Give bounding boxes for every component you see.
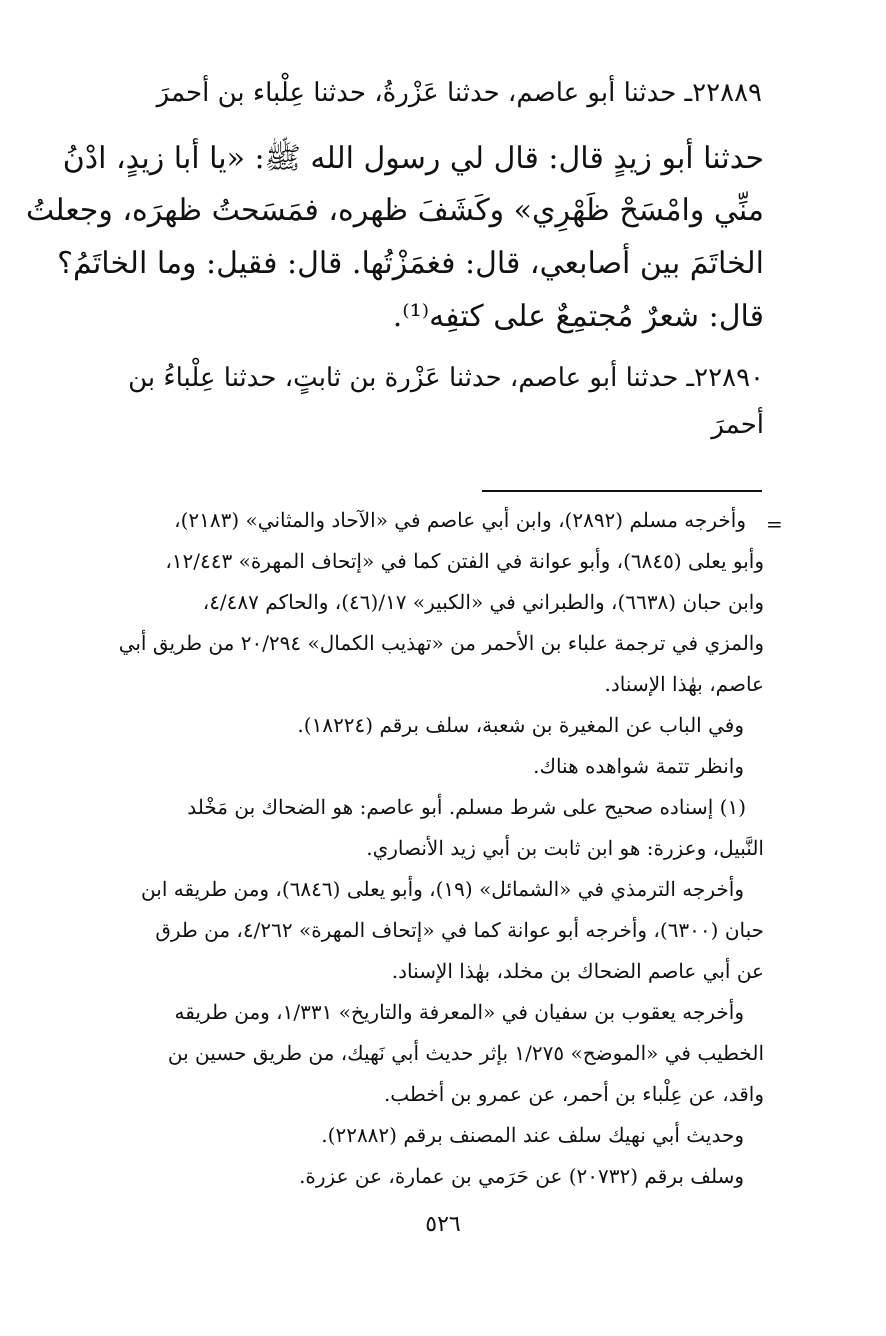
footnote-line: وأخرجه يعقوب بن سفيان في «المعرفة والتاريخ» ١/٣٣١، ومن طريقه — [174, 1000, 744, 1024]
footnote-line: وأخرجه مسلم (٢٨٩٢)، وابن أبي عاصم في «الآحاد والمثاني» (٢١٨٣)، — [174, 508, 746, 532]
page-number: ٥٢٦ — [425, 1212, 461, 1237]
hadith-22889-line-5: قال: شعرٌ مُجتمِعٌ على كتفِه⁽¹⁾. — [392, 299, 764, 334]
footnote-line: وانظر تتمة شواهده هناك. — [533, 754, 744, 778]
footnote-line: وأخرجه الترمذي في «الشمائل» (١٩)، وأبو يعلى (٦٨٤٦)، ومن طريقه ابن — [141, 877, 744, 901]
footnote-line: وسلف برقم (٢٠٧٣٢) عن حَرَمي بن عمارة، عن عزرة. — [299, 1164, 744, 1188]
continuation-marker: = — [766, 512, 783, 536]
hadith-22889-line-4: الخاتَمَ بين أصابعي، قال: فغمَزْتُها. قال: فقيل: وما الخاتَمُ؟ — [57, 246, 764, 281]
hadith-22890-line-2: أحمرَ — [711, 410, 764, 440]
footnote-line: وابن حبان (٦٦٣٨)، والطبراني في «الكبير» ١٧/(٤٦)، والحاكم ٤/٤٨٧، — [202, 590, 764, 614]
footnote-line: وأبو يعلى (٦٨٤٥)، وأبو عوانة في الفتن كما في «إتحاف المهرة» ١٢/٤٤٣، — [165, 549, 764, 573]
hadith-22889-line-3: منِّي وامْسَحْ ظَهْرِي» وكَشَفَ ظهره، فمَسَحتُ ظهرَه، وجعلتُ — [25, 193, 764, 228]
footnote-line: واقد، عن عِلْباء بن أحمر، عن عمرو بن أخطب. — [383, 1082, 764, 1106]
footnote-line: وفي الباب عن المغيرة بن شعبة، سلف برقم (١٨٢٢٤). — [297, 713, 744, 737]
footnote-line: (١) إسناده صحيح على شرط مسلم. أبو عاصم: هو الضحاك بن مَخْلد — [187, 795, 746, 819]
footnote-line: النَّبيل، وعزرة: هو ابن ثابت بن أبي زيد الأنصاري. — [366, 836, 764, 860]
hadith-22890-line-1: ٢٢٨٩٠ـ حدثنا أبو عاصم، حدثنا عَزْرة بن ثابتٍ، حدثنا عِلْباءُ بن — [128, 363, 764, 393]
footnote-line: عن أبي عاصم الضحاك بن مخلد، بهٰذا الإسناد. — [391, 959, 764, 983]
footnote-line: وحديث أبي نهيك سلف عند المصنف برقم (٢٢٨٨٢). — [321, 1123, 744, 1147]
footnote-line: عاصم، بهٰذا الإسناد. — [604, 672, 764, 696]
footnote-separator — [482, 490, 762, 492]
hadith-22889-line-2: حدثنا أبو زيدٍ قال: قال لي رسول الله ﷺ: «يا أبا زيدٍ، ادْنُ — [62, 141, 764, 176]
hadith-22889-line-1: ٢٢٨٨٩ـ حدثنا أبو عاصم، حدثنا عَزْرةُ، حدثنا عِلْباء بن أحمرَ — [156, 78, 762, 108]
footnote-line: حبان (٦٣٠٠)، وأخرجه أبو عوانة كما في «إتحاف المهرة» ٤/٢٦٢، من طرق — [155, 918, 764, 942]
footnote-line: الخطيب في «الموضح» ١/٢٧٥ بإثر حديث أبي نَهيك، من طريق حسين بن — [167, 1041, 764, 1065]
footnote-line: والمزي في ترجمة علباء بن الأحمر من «تهذيب الكمال» ٢٠/٢٩٤ من طريق أبي — [118, 631, 764, 655]
